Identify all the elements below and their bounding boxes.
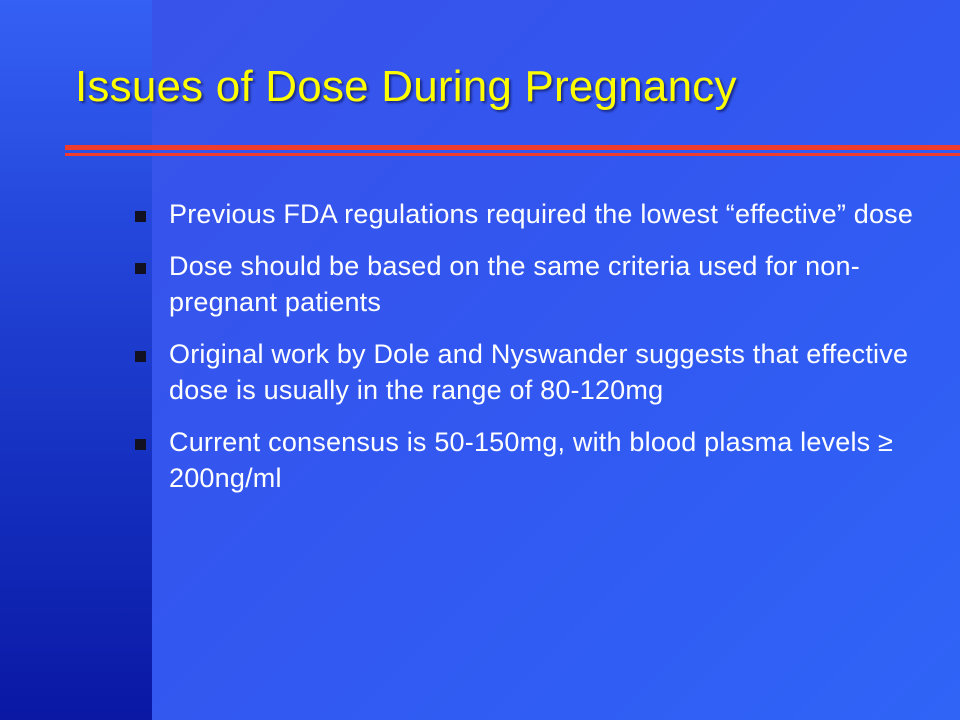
bullet-item xyxy=(134,424,924,496)
bullet-text: Current consensus is 50-150mg, with blood plasma levels ≥ 200ng/ml xyxy=(169,427,894,493)
square-bullet-icon xyxy=(135,351,146,362)
bullet-text: Original work by Dole and Nyswander suggests that effective dose is usually in the range of 80-120mg xyxy=(169,339,909,405)
bullet-text: Dose should be based on the same criteria used for non-pregnant patients xyxy=(169,251,860,317)
title-divider-bottom xyxy=(65,153,960,156)
bullet-item xyxy=(134,248,924,320)
slide-title: Issues of Dose During Pregnancy xyxy=(75,62,737,111)
square-bullet-icon xyxy=(135,263,146,274)
bullet-text: Previous FDA regulations required the lowest “effective” dose xyxy=(169,199,914,229)
title-divider-top xyxy=(65,145,960,150)
bullet-list xyxy=(134,196,924,512)
bullet-item xyxy=(134,196,924,232)
bullet-item xyxy=(134,336,924,408)
square-bullet-icon xyxy=(135,439,146,450)
square-bullet-icon xyxy=(135,211,146,222)
